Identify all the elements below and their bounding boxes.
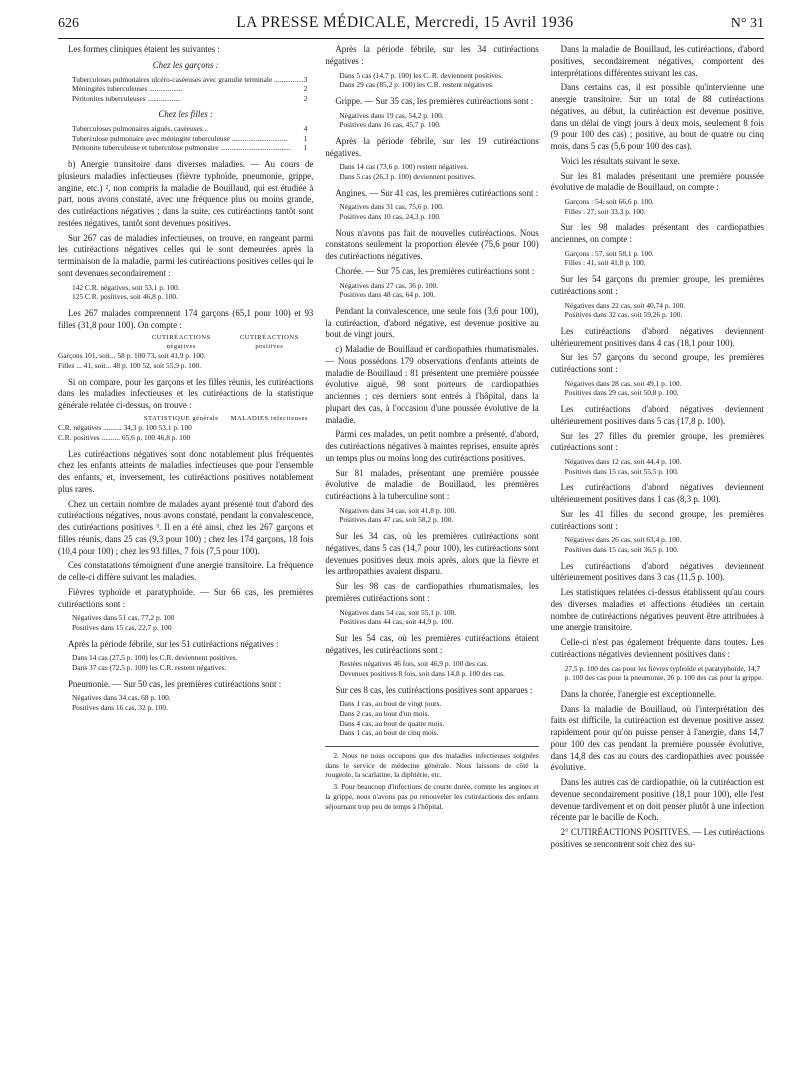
paragraph: Dans la maladie de Bouillaud, les cutiréactions, d'abord positives, secondairement négatives, comportent des interprétations différentes suivant les cas. xyxy=(550,44,764,78)
paragraph: Les cutiréactions d'abord négatives deviennent ultérieurement positives dans 1 cas (8,3 p. 100). xyxy=(550,482,764,504)
subheading: Chez les garçons : xyxy=(152,59,219,70)
table-sex: CUTIRÉACTIONS négatives CUTIRÉACTIONS positives Garçons 101, soit... 58 p. 100 73, soit 41,9 p. 100. Filles ... 41, soit... 48 p. 100 52, soit 55,9 p. 100. xyxy=(58,334,313,370)
paragraph: Sur ces 8 cas, les cutiréactions positives sont apparues : xyxy=(335,684,533,695)
paragraph: Les cutiréactions d'abord négatives deviennent ultérieurement positives dans 5 cas (17,8 p. 100). xyxy=(550,404,764,426)
data-lines: Dans 5 cas (14,7 p. 100) les C. R. deviennent positives. Dans 29 cas (85,2 p. 100) les C.R. restent négatives. xyxy=(339,70,503,90)
list-item: Tuberculose pulmonaire avec méningite tuberculeuse .............................. 1 xyxy=(72,133,308,143)
paragraph: Sur les 98 cas de cardiopathies rhumatismales, les premières cutiréactions sont : xyxy=(325,581,539,603)
paragraph: Après la période fébrile, sur les 34 cutiréactions négatives : xyxy=(325,44,539,66)
paragraph: Dans les autres cas de cardiopathie, où la cutiréaction est devenue secondairement positive (18,1 pour 100), elle l'est devenue tardivement et on doit penser plutôt à une infection récente par le bacille de Koch. xyxy=(550,777,764,823)
paragraph: Après la période fébrile, sur les 51 cutiréactions négatives : xyxy=(68,638,279,649)
table-row: C.R. négatives .......... 34,3 p. 100 53,1 p. 100 xyxy=(58,423,192,433)
paragraph: Les formes cliniques étaient les suivantes : xyxy=(68,44,220,54)
paragraph: Les cutiréactions d'abord négatives deviennent ultérieurement positives dans 4 cas (18,1 pour 100). xyxy=(550,325,764,348)
data-lines: 27,5 p. 100 des cas pour les fièvres typhoïde et paratyphoïde, 14,7 p. 100 des cas pour la pneumonie, 26 p. 100 des cas pour la grippe. xyxy=(564,663,763,683)
journal-name: LA PRESSE MÉDICALE, xyxy=(236,14,411,31)
paragraph: Chez un certain nombre de malades ayant présenté tout d'abord des cutiréactions négatives, nous avons constaté, pendant la convalescence, des cutiréactions positives ³. Il en a été ainsi, chez les 267 garçons et filles réunis, dans 25 cas (9,3 pour 100) ; chez les 174 garçons, 18 fois (10,4 pour 100) ; chez les 93 filles, 7 fois (7,5 pour 100). xyxy=(58,498,314,556)
paragraph: Chorée. — Sur 75 cas, les premières cutiréactions sont : xyxy=(335,265,535,276)
footnote: 3. Pour beaucoup d'infections de courte durée, comme les angines et la grippe, nous n'avons pas pu renouveler les cutiréactions des enfants séjournant trop peu de temps à l'hôpital. xyxy=(325,782,539,811)
paragraph: Les cutiréactions d'abord négatives deviennent ultérieurement positives dans 3 cas (11,5 p. 100). xyxy=(550,560,764,583)
paragraph: Sur les 98 malades présentant des cardiopathies anciennes, on compte : xyxy=(550,222,764,244)
paragraph: Sur 267 cas de maladies infectieuses, on trouve, en rangeant parmi les cutiréactions négatives celles qui le sont demeurées après la terminaison de la maladie, parmi les cutiréactions positives celles qui le sont devenues secondairement : xyxy=(58,232,314,278)
paragraph: Après la période fébrile, sur les 19 cutiréactions négatives. xyxy=(325,135,539,158)
data-lines: Négatives dans 54 cas, soit 55,1 p. 100. Positives dans 44 cas, soit 44,9 p. 100. xyxy=(339,607,457,627)
paragraph: Dans la chorée, l'anergie est exceptionnelle. xyxy=(560,688,717,699)
paragraph: Pendant la convalescence, une seule fois (3,6 pour 100), la cutiréaction, d'abord négative, est devenue positive au bout de vingt jours. xyxy=(325,305,539,340)
data-lines: Dans 1 cas, au bout de vingt jours. Dans 2 cas, au bout d'un mois. Dans 4 cas, au bout de quatre mois. Dans 1 cas, au bout de cinq mois. xyxy=(339,699,445,738)
header-rule xyxy=(58,38,764,39)
data-lines: Restées négatives 46 fois, soit 46,9 p. 100 des cas. Devenues positives 8 fois, soit dans 14,8 p. 100 des cas. xyxy=(339,659,505,678)
paragraph: 2° CUTIRÉACTIONS POSITIVES. — Les cutiréactions positives se rencontrent soit chez des su- xyxy=(550,827,764,849)
paragraph: Les cutiréactions négatives sont donc notablement plus fréquentes chez les enfants atteints de maladies infectieuses que pour l'ensemble des enfants, et, inversement, les cutiréactions positives notablement plus rares. xyxy=(58,448,314,494)
paragraph: Sur les 57 garçons du second groupe, les premières cutiréactions sont : xyxy=(550,352,764,374)
paragraph: Si on compare, pour les garçons et les filles réunis, les cutiréactions dans les maladies infectieuses et les cutiréactions de la statistique générale relatée ci-dessus, on trouve : xyxy=(58,376,314,411)
paragraph: Fièvres typhoïde et paratyphoïde. — Sur 66 cas, les premières cutiréactions sont : xyxy=(58,586,314,609)
list-boys xyxy=(72,75,313,104)
paragraph: Dans la maladie de Bouillaud, où l'interprétation des faits est difficile, la cutiréaction est devenue positive assez rapidement pour qu'on puisse penser à l'anergie, dans 14,7 pour 100 des cas pendant la première poussée évolutive, dans 14,8 des cas au cours des cardiopathies avec poussée évolutive. xyxy=(550,703,764,773)
paragraph: Angines. — Sur 41 cas, les premières cutiréactions sont : xyxy=(335,187,539,198)
paragraph: Parmi ces malades, un petit nombre a présenté, d'abord, des cutiréactions négatives à maintes reprises, ensuite après un temps plus ou moins long des cutiréactions positives. xyxy=(325,429,539,463)
data-lines: Négatives dans 26 cas, soit 63,4 p. 100. Positives dans 15 cas, soit 36,5 p. 100. xyxy=(564,535,682,554)
page-header xyxy=(58,14,764,36)
data-lines: Négatives dans 19 cas, 54,2 p. 100. Positives dans 16 cas, 45,7 p. 100. xyxy=(339,110,444,130)
issue-number: N° 31 xyxy=(730,16,764,31)
article-columns xyxy=(58,44,764,1074)
data-lines: Négatives dans 22 cas, soit 40,74 p. 100. Positives dans 32 cas, soit 59,26 p. 100. xyxy=(564,300,686,320)
data-lines: Négatives dans 31 cas, 75,6 p. 100. Positives dans 10 cas, 24,3 p. 100. xyxy=(339,202,444,221)
paragraph: Ces constatations témoignent d'une anergie transitoire. La fréquence de celle-ci diffère suivant les maladies. xyxy=(58,560,314,583)
data-lines: Négatives dans 12 cas, soit 44,4 p. 100. Positives dans 15 cas, soit 55,5 p. 100. xyxy=(564,457,682,476)
paragraph: Sur 81 malades, présentant une première poussée évolutive de maladie de Bouillaud, les premières cutiréactions à la tuberculine sont : xyxy=(325,467,539,501)
paragraph: Sur les 81 malades présentant une première poussée évolutive de maladie de Bouillaud, on compte : xyxy=(550,170,764,193)
paragraph: b) Anergie transitoire dans diverses maladies. — Au cours de plusieurs maladies infectieuses (fièvre typhoïde, pneumonie, grippe, angine, etc.) ², non compris la maladie de Bouillaud, qui est étudiée à part, nous avons constaté, avec une fréquence plus ou moins grande, des cutiréactions négatives ; dans la suite, ces cutiréactions tantôt sont restées négatives, tantôt sont devenues positives. xyxy=(58,159,314,228)
paragraph: Sur les 54 garçons du premier groupe, les premières cutiréactions sont : xyxy=(550,274,764,296)
list-item: Tuberculoses pulmonaires ulcéro-caséeuses avec granulie terminale ................ 3 xyxy=(72,74,308,84)
paragraph: Sur les 27 filles du premier groupe, les premières cutiréactions sont : xyxy=(550,430,764,453)
list-item: Péritonites tuberculeuses .................. 2 xyxy=(72,93,308,103)
paragraph: Dans certains cas, il est possible qu'intervienne une anergie transitoire. Sur un total de 88 cutiréactions négatives, au début, la cutiréaction est devenue positive, dans un délai de vingt jours à deux mois, seulement 8 fois (9 pour 100 des cas) ; positive, au bout de quatre ou cinq mois, dans 5 cas (5,6 pour 100 des cas). xyxy=(550,82,764,151)
table-row: Filles ... 41, soit... 48 p. 100 52, soit 55,9 p. 100. xyxy=(58,361,202,370)
data-lines: Garçons : 54, soit 66,6 p. 100. Filles : 27, soit 33,3 p. 100. xyxy=(564,197,654,216)
data-lines: Dans 14 cas (27,5 p. 100) les C.R. deviennent positives. Dans 37 cas (72,5 p. 100) les C.R. restent négatives. xyxy=(72,653,238,673)
table-row: C.R. positives .......... 65,6 p. 100 46,8 p. 100 xyxy=(58,433,191,443)
journal-title xyxy=(236,14,573,32)
page-number: 626 xyxy=(58,16,79,31)
data-lines: Négatives dans 51 cas, 77,2 p. 100 Positives dans 15 cas, 22,7 p. 100 xyxy=(72,613,175,633)
footnotes xyxy=(325,746,538,812)
column-1 xyxy=(58,44,313,1074)
paragraph: Sur les 41 filles du second groupe, les premières cutiréactions sont : xyxy=(550,508,764,531)
list-girls xyxy=(72,124,313,153)
paragraph: Les 267 malades comprennent 174 garçons (65,1 pour 100) et 93 filles (31,8 pour 100). On compte : xyxy=(58,307,314,330)
column-3 xyxy=(551,44,764,1074)
paragraph: c) Maladie de Bouillaud et cardiopathies rhumatismales. — Nous possédons 179 observations d'enfants atteints de maladie de Bouillaud : 81 présentent une première poussée évolutive aiguë, 98 sont porteurs de cardiopathies anciennes ; ces derniers sont entrés à l'hôpital, dans la plupart des cas, à l'occasion d'une poussée évolutive de la maladie. xyxy=(325,344,539,425)
issue-date: Mercredi, 15 Avril 1936 xyxy=(414,14,574,31)
list-item: Péritonite tuberculeuse et tuberculose pulmonaire ...................................... 1 xyxy=(72,143,308,153)
table-compare: STATISTIQUE générale MALADIES infectieuses C.R. négatives .......... 34,3 p. 100 53,1 p. 100 C.R. positives .......... 65,6 p. 100 46,8 p. 100 xyxy=(58,415,313,443)
subheading: Chez les filles : xyxy=(158,109,213,120)
data-lines: Garçons : 57, soit 58,1 p. 100. Filles : 41, soit 41,8 p. 100. xyxy=(564,248,654,268)
list-item: Tuberculoses pulmonaires aiguës, caséeuses .. 4 xyxy=(72,124,308,134)
list-item: Méningites tuberculeuses .................. 2 xyxy=(72,84,308,94)
data-lines: Négatives dans 27 cas, 36 p. 100. Positives dans 48 cas, 64 p. 100. xyxy=(339,280,439,300)
paragraph: Nous n'avons pas fait de nouvelles cutiréactions. Nous constatons seulement la proportion élevée (75,6 pour 100) des cutiréactions négatives. xyxy=(325,227,539,261)
paragraph: Celle-ci n'est pas également fréquente dans toutes. Les cutiréactions négatives deviennent positives dans : xyxy=(550,637,764,659)
data-lines: 142 C.R. négatives, soit 53,1 p. 100. 125 C.R. positives, soit 46,8 p. 100. xyxy=(72,282,180,302)
paragraph: Pneumonie. — Sur 50 cas, les premières cutiréactions sont : xyxy=(68,678,282,689)
column-2 xyxy=(325,44,538,1074)
data-lines: Dans 14 cas (73,6 p. 100) restent négatives. Dans 5 cas (26,3 p. 100) deviennent positives. xyxy=(339,162,476,181)
footnote: 2. Nous ne nous occupons que des maladies infectieuses soignées dans le service de médecine générale. Nous laissons de côté la rougeole, la scarlatine, la diphtérie, etc. xyxy=(325,750,539,780)
paragraph: Sur les 54 cas, où les premières cutiréactions étaient négatives, les cutiréactions sont : xyxy=(325,632,539,655)
paragraph: Les statistiques relatées ci-dessus établissent qu'au cours des diverses maladies et affections étudiées un certain nombre de cutiréactions négatives peuvent être attribuées à une anergie transitoire. xyxy=(550,587,764,633)
data-lines: Négatives dans 34 cas, soit 41,8 p. 100. Positives dans 47 cas, soit 58,2 p. 100. xyxy=(339,505,457,525)
table-row: Garçons 101, soit... 58 p. 100 73, soit 41,9 p. 100. xyxy=(58,351,206,361)
data-lines: Négatives dans 34 cas, 68 p. 100. Positives dans 16 cas, 32 p. 100. xyxy=(72,693,171,713)
paragraph: Sur les 34 cas, où les premières cutiréactions sont négatives, dans 5 cas (14,7 pour 100), les cutiréactions sont devenues positives deux mois après, alors que la fièvre et les arthropathies avaient disparu. xyxy=(325,531,539,577)
data-lines: Négatives dans 28 cas, soit 49,1 p. 100. Positives dans 29 cas, soit 50,8 p. 100. xyxy=(564,378,682,398)
paragraph: Voici les résultats suivant le sexe. xyxy=(560,155,680,166)
paragraph: Grippe. — Sur 35 cas, les premières cutiréactions sont : xyxy=(335,95,534,106)
